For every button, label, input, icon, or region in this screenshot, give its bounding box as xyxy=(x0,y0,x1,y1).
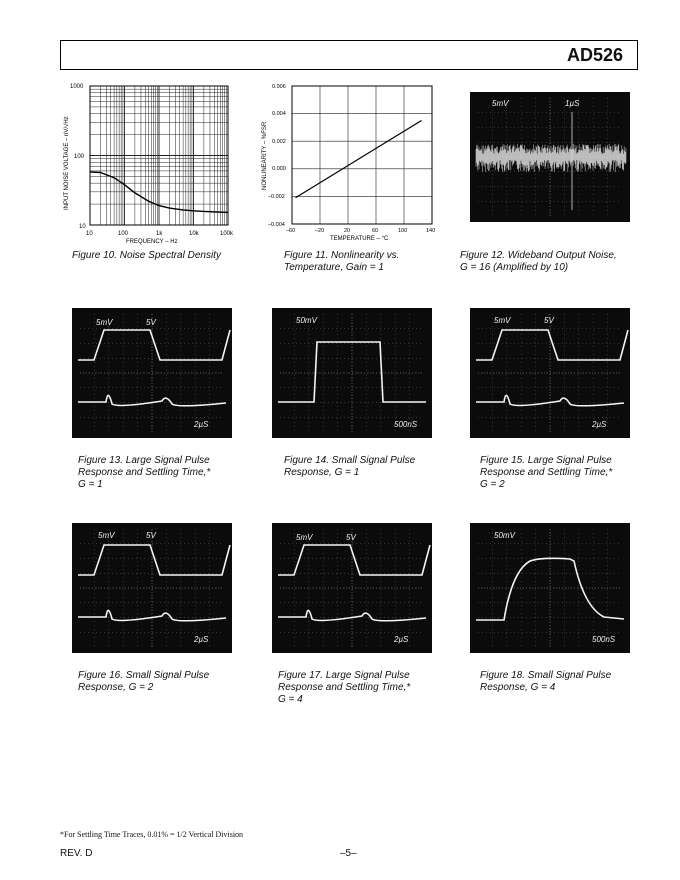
settling-footnote: *For Settling Time Traces, 0.01% = 1/2 Vertical Division xyxy=(60,830,244,839)
caption-line: Response, G = 4 xyxy=(480,682,556,693)
fig12-scope-trace xyxy=(470,92,630,222)
scope-label: 2µS xyxy=(394,635,409,644)
fig11-xlabel: TEMPERATURE – °C xyxy=(330,236,389,242)
fig10-xtick: 100 xyxy=(118,231,129,237)
fig18-caption xyxy=(480,670,650,694)
caption-line: Response and Settling Time,* xyxy=(78,467,211,478)
caption-line: Figure 12. Wideband Output Noise, xyxy=(460,250,617,261)
scope-label: 500nS xyxy=(394,420,418,429)
fig11-xtick: 140 xyxy=(426,228,436,234)
fig16-waveform xyxy=(72,523,232,653)
fig11-xtick: 60 xyxy=(372,228,379,234)
fig16-caption xyxy=(78,670,248,694)
page-number: –5– xyxy=(340,848,357,859)
scope-label: 1µS xyxy=(565,99,580,108)
scope-label: 5mV xyxy=(492,99,509,108)
scope-label: 5V xyxy=(146,318,156,327)
fig10-ylabel: INPUT NOISE VOLTAGE – nV/√Hz xyxy=(64,116,70,210)
noise-trace xyxy=(476,144,626,172)
scope-label: 5mV xyxy=(98,531,115,540)
pulse-input-trace xyxy=(78,330,230,360)
caption-line: G = 2 xyxy=(480,479,505,490)
caption-line: Response and Settling Time,* xyxy=(480,467,613,478)
fig18-waveform xyxy=(470,523,630,653)
fig11-caption xyxy=(284,250,454,274)
fig17-waveform xyxy=(272,523,432,653)
caption-line: Figure 17. Large Signal Pulse xyxy=(278,670,410,681)
caption-line: G = 1 xyxy=(78,479,103,490)
caption-line: Figure 15. Large Signal Pulse xyxy=(480,455,612,466)
fig13-waveform xyxy=(72,308,232,438)
caption-line: Figure 11. Nonlinearity vs. xyxy=(284,250,400,261)
fig14-scope-trace xyxy=(272,308,432,438)
fig15-caption xyxy=(480,455,650,491)
fig10-xtick: 100k xyxy=(220,231,234,237)
fig12-caption xyxy=(460,250,640,274)
fig10-xlabel: FREQUENCY – Hz xyxy=(126,239,178,245)
fig17-caption xyxy=(278,670,448,706)
pulse-input-trace xyxy=(278,545,430,575)
caption-line: Figure 13. Large Signal Pulse xyxy=(78,455,210,466)
fig11-xtick: –60 xyxy=(286,228,296,234)
fig14-waveform xyxy=(272,308,432,438)
scope-label: 5mV xyxy=(96,318,113,327)
caption-line: Figure 10. Noise Spectral Density xyxy=(72,250,221,261)
fig11-xtick: –20 xyxy=(315,228,325,234)
caption-line: G = 4 xyxy=(278,694,303,705)
fig17-scope-trace xyxy=(272,523,432,653)
fig11-ytick: 0.002 xyxy=(272,139,286,145)
caption-line: Figure 14. Small Signal Pulse xyxy=(284,455,416,466)
fig10-ytick: 1000 xyxy=(70,84,84,90)
scope-label: 500nS xyxy=(592,635,616,644)
scope-label: 5mV xyxy=(494,316,511,325)
fig11-ytick: 0.006 xyxy=(272,84,286,90)
fig11-ytick: –0.002 xyxy=(268,194,285,200)
scope-label: 50mV xyxy=(494,531,515,540)
caption-line: Figure 18. Small Signal Pulse xyxy=(480,670,612,681)
scope-label: 5mV xyxy=(296,533,313,542)
fig11-xtick: 20 xyxy=(344,228,351,234)
scope-label: 5V xyxy=(146,531,156,540)
fig10-chart xyxy=(60,78,250,248)
fig13-caption xyxy=(78,455,248,491)
fig16-scope-trace xyxy=(72,523,232,653)
fig14-caption xyxy=(284,455,454,479)
fig11-ytick: 0.004 xyxy=(272,111,286,117)
fig10-xtick: 10 xyxy=(86,231,93,237)
fig10-ytick: 10 xyxy=(79,224,86,230)
pulse-input-trace xyxy=(78,545,230,575)
fig15-scope-trace xyxy=(470,308,630,438)
fig11-ytick: –0.004 xyxy=(268,222,285,228)
pulse-input-trace xyxy=(476,330,628,360)
caption-line: Response and Settling Time,* xyxy=(278,682,411,693)
caption-line: Response, G = 2 xyxy=(78,682,154,693)
caption-line: Temperature, Gain = 1 xyxy=(284,262,384,273)
fig11-nonlinearity-line xyxy=(296,121,422,198)
fig10-xtick: 1k xyxy=(156,231,163,237)
fig13-scope-trace xyxy=(72,308,232,438)
fig11-xtick: 100 xyxy=(398,228,408,234)
document-title: AD526 xyxy=(566,45,623,65)
fig15-waveform xyxy=(470,308,630,438)
fig10-xtick: 10k xyxy=(189,231,199,237)
fig10-caption xyxy=(72,250,262,262)
caption-line: Figure 16. Small Signal Pulse xyxy=(78,670,210,681)
scope-label: 2µS xyxy=(194,635,209,644)
fig11-ytick: 0.000 xyxy=(272,166,286,172)
fig11-chart xyxy=(258,78,448,248)
revision-label: REV. D xyxy=(60,848,93,859)
fig18-scope-trace xyxy=(470,523,630,653)
fig12-noise-band xyxy=(470,92,630,222)
scope-label: 2µS xyxy=(194,420,209,429)
caption-line: G = 16 (Amplified by 10) xyxy=(460,262,569,273)
caption-line: Response, G = 1 xyxy=(284,467,360,478)
fig11-ylabel: NONLINEARITY – %FSR xyxy=(262,121,268,190)
scope-label: 2µS xyxy=(592,420,607,429)
scope-label: 50mV xyxy=(296,316,317,325)
scope-label: 5V xyxy=(346,533,356,542)
page-header xyxy=(60,40,638,70)
scope-label: 5V xyxy=(544,316,554,325)
fig10-ytick: 100 xyxy=(74,154,85,160)
